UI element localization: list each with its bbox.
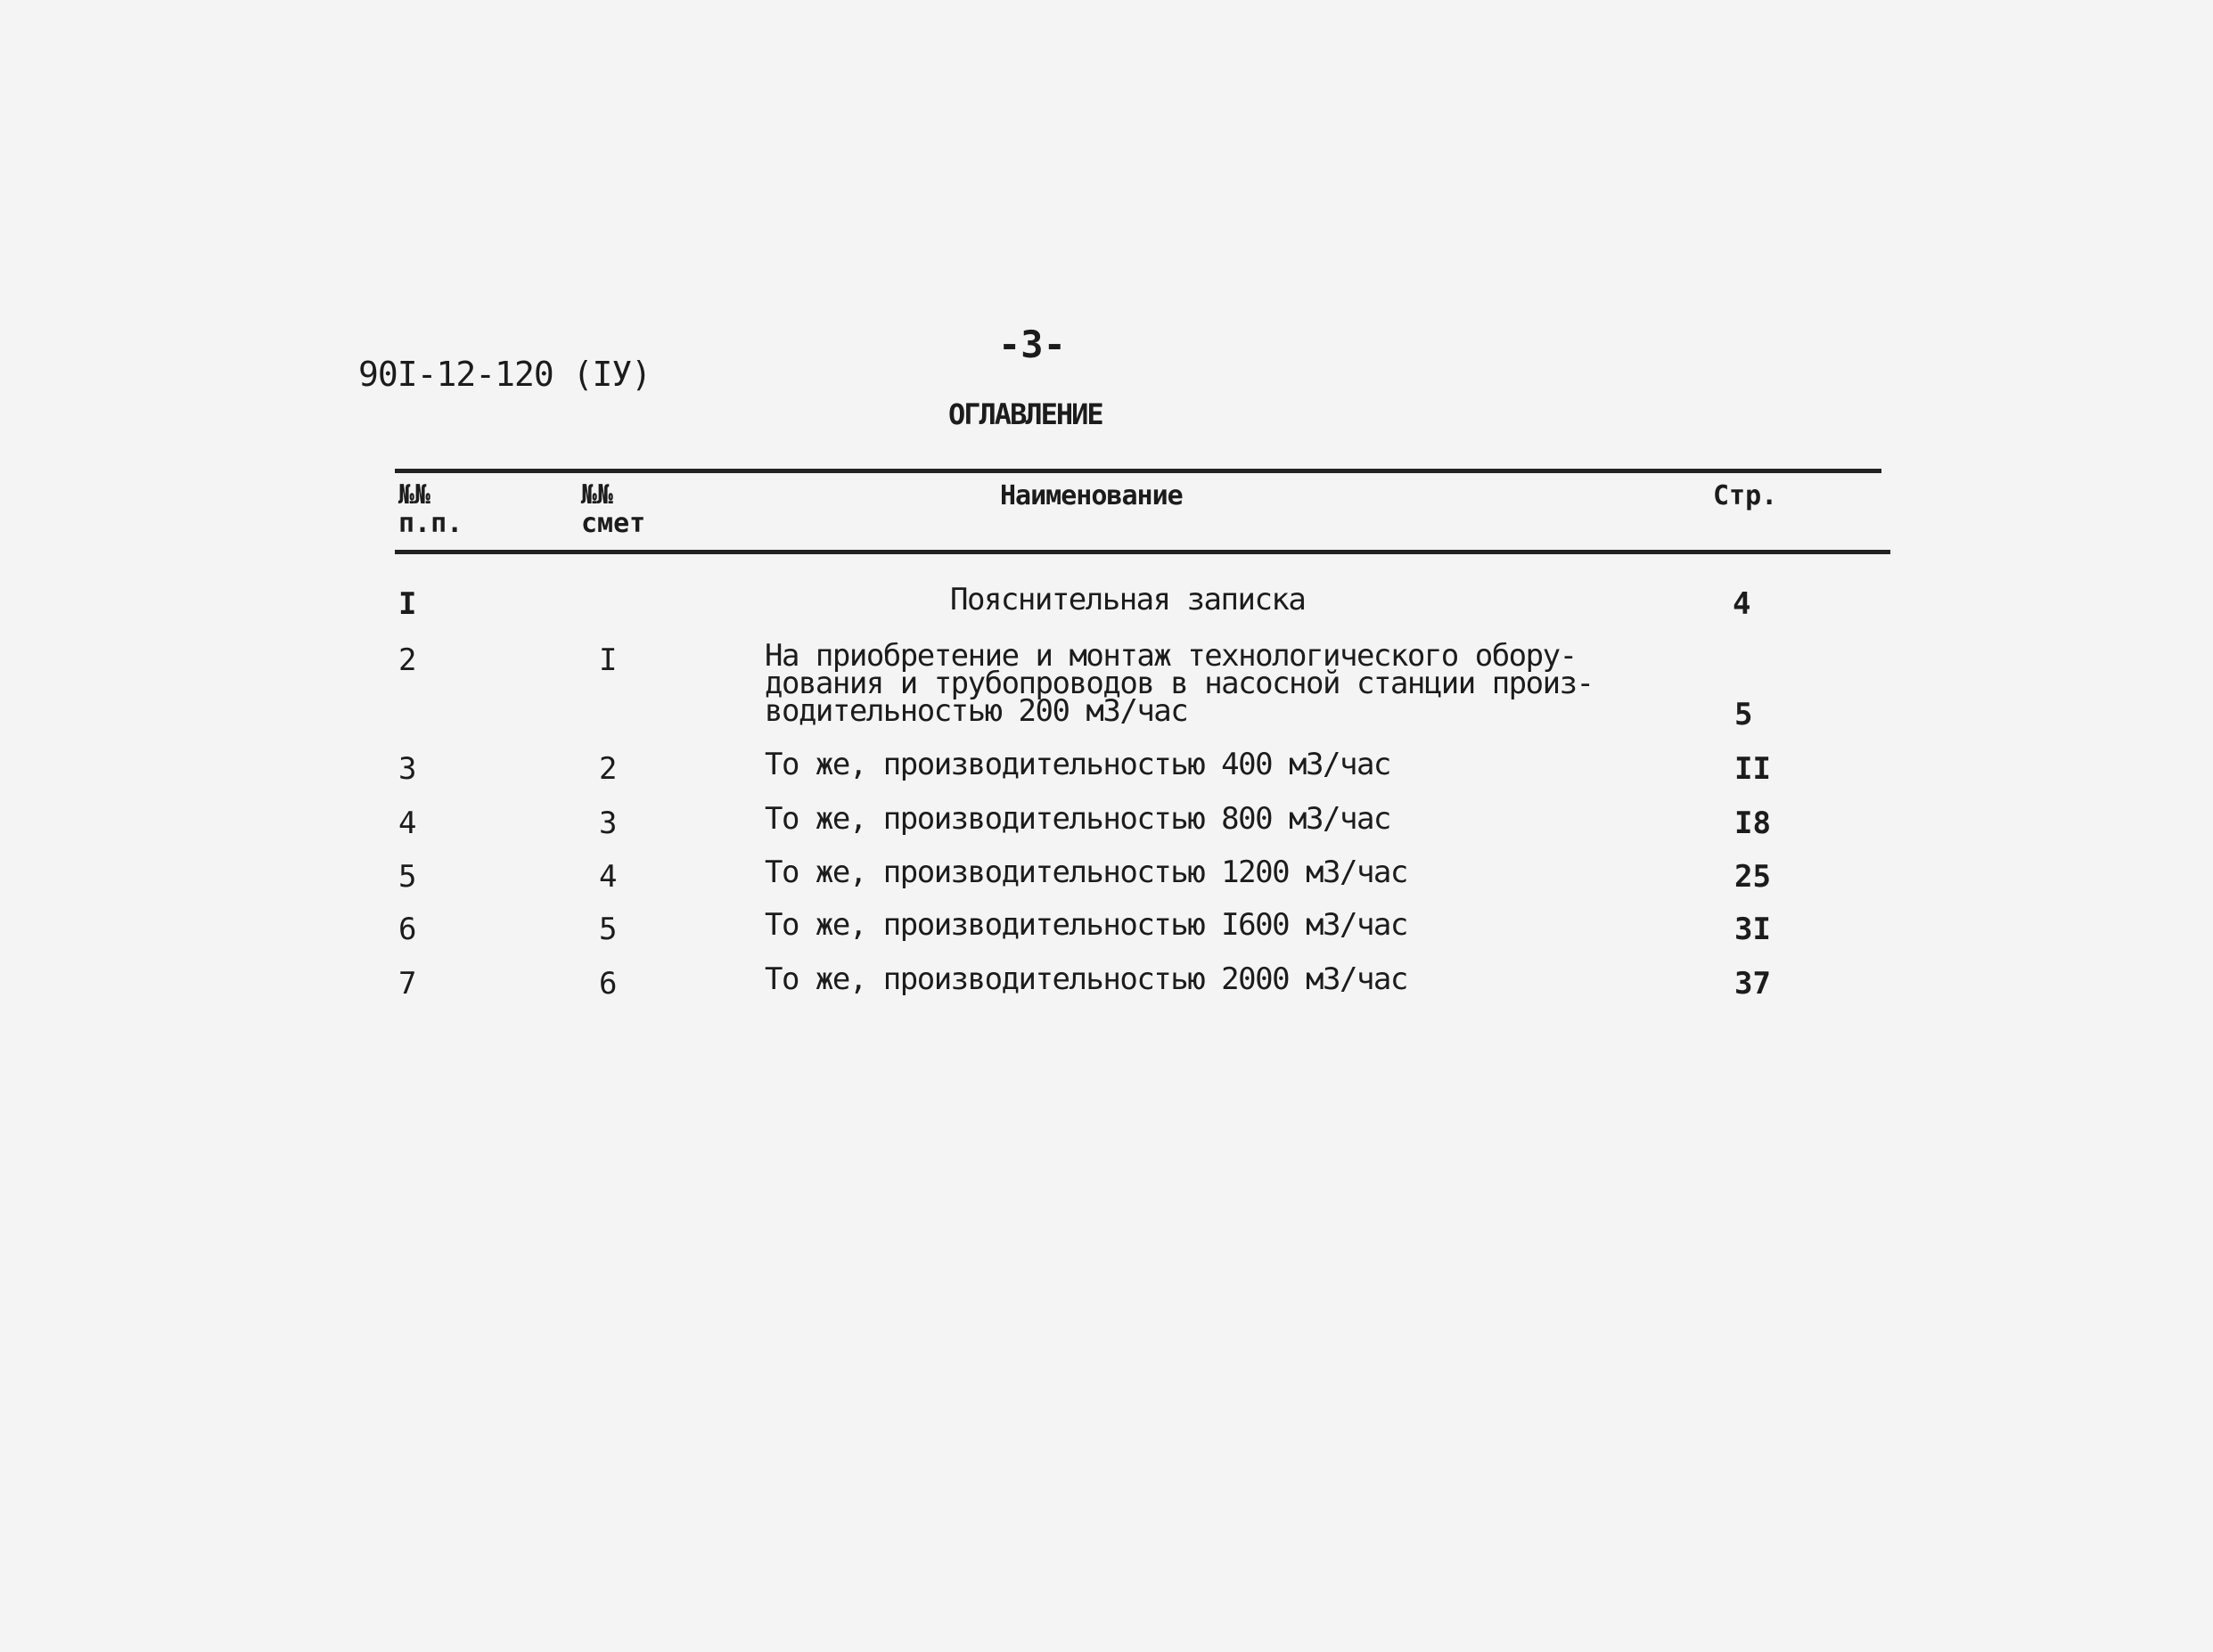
table-row xyxy=(0,907,2213,967)
header-estimate-number-line2: смет xyxy=(581,508,646,539)
row-number: 2 xyxy=(398,642,417,678)
page-number: -3- xyxy=(998,323,1066,366)
row-name: То же, производительностью 2000 м3/час xyxy=(765,961,1407,997)
row-page: II xyxy=(1734,751,1771,787)
table-row xyxy=(0,747,2213,806)
row-estimate: 5 xyxy=(599,912,618,947)
row-page: I8 xyxy=(1734,806,1771,841)
table-row xyxy=(0,855,2213,914)
row-page: 25 xyxy=(1734,859,1771,895)
row-page: 37 xyxy=(1734,966,1771,1002)
row-name: То же, производительностью 1200 м3/час xyxy=(765,855,1407,890)
row-estimate: 2 xyxy=(599,751,618,787)
row-page: 4 xyxy=(1733,586,1751,622)
row-estimate: 3 xyxy=(599,806,618,841)
row-estimate: 6 xyxy=(599,966,618,1002)
table-header-rule xyxy=(395,550,1890,554)
row-number: 3 xyxy=(398,751,417,787)
row-number: 4 xyxy=(398,806,417,841)
row-name: Пояснительная записка xyxy=(950,582,1306,617)
table-row xyxy=(0,801,2213,861)
row-name: То же, производительностью 400 м3/час xyxy=(765,747,1390,782)
header-item-number-line2: п.п. xyxy=(398,508,463,539)
row-name: То же, производительностью I600 м3/час xyxy=(765,907,1407,943)
header-estimate-number xyxy=(581,481,645,538)
row-page: 3I xyxy=(1734,912,1771,947)
row-number: 6 xyxy=(398,912,417,947)
header-item-number-line1: №№ xyxy=(398,479,431,511)
table-row xyxy=(0,961,2213,1021)
header-item-number xyxy=(398,481,463,538)
table-top-rule xyxy=(395,469,1881,473)
table-row xyxy=(0,638,2213,732)
row-estimate: I xyxy=(599,642,618,678)
header-estimate-number-line1: №№ xyxy=(581,479,614,511)
table-of-contents-title: ОГЛАВЛЕНИЕ xyxy=(948,397,1102,431)
row-number: 7 xyxy=(398,966,417,1002)
header-page: Стр. xyxy=(1713,480,1778,511)
row-name: То же, производительностью 800 м3/час xyxy=(765,801,1390,837)
table-row xyxy=(0,582,2213,642)
row-name: На приобретение и монтаж технологического обору- дования и трубопроводов в насосной станции произ- водительностью 200 м3/час xyxy=(765,638,1594,729)
row-page: 5 xyxy=(1734,697,1753,732)
header-name: Наименование xyxy=(1000,480,1183,511)
document-code: 90I-12-120 (IУ) xyxy=(358,355,652,394)
row-number: I xyxy=(398,586,417,622)
row-estimate: 4 xyxy=(599,859,618,895)
row-number: 5 xyxy=(398,859,417,895)
